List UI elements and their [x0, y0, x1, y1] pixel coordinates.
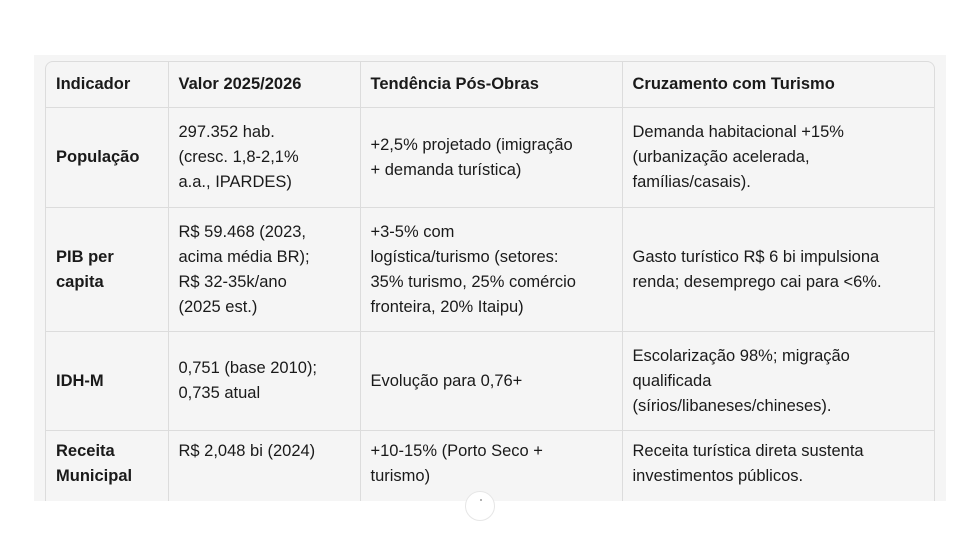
cell-tendencia: +3-5% com logística/turismo (setores: 35% turismo, 25% comércio fronteira, 20% Itaipu) [360, 208, 622, 332]
indicators-table [46, 62, 934, 501]
cell-indicador: PIB per capita [46, 208, 168, 332]
header-indicador: Indicador [46, 62, 168, 108]
scroll-down-button[interactable] [465, 491, 495, 521]
table-row [46, 208, 934, 332]
cell-turismo: Escolarização 98%; migração qualificada (sírios/libaneses/chineses). [622, 332, 934, 431]
table-row [46, 332, 934, 431]
table-viewport [34, 55, 946, 501]
cell-turismo: Gasto turístico R$ 6 bi impulsiona renda; desemprego cai para <6%. [622, 208, 934, 332]
cell-valor: 297.352 hab. (cresc. 1,8-2,1% a.a., IPARDES) [168, 108, 360, 208]
header-turismo: Cruzamento com Turismo [622, 62, 934, 108]
scroll-down-icon [480, 499, 482, 501]
table-header-row [46, 62, 934, 108]
cell-tendencia: +10-15% (Porto Seco + turismo) [360, 431, 622, 502]
table-row [46, 431, 934, 502]
cell-turismo: Demanda habitacional +15% (urbanização acelerada, famílias/casais). [622, 108, 934, 208]
table-row [46, 108, 934, 208]
cell-indicador: População [46, 108, 168, 208]
header-valor: Valor 2025/2026 [168, 62, 360, 108]
cell-valor: 0,751 (base 2010); 0,735 atual [168, 332, 360, 431]
cell-tendencia: +2,5% projetado (imigração + demanda turística) [360, 108, 622, 208]
cell-tendencia: Evolução para 0,76+ [360, 332, 622, 431]
cell-valor: R$ 59.468 (2023, acima média BR); R$ 32-35k/ano (2025 est.) [168, 208, 360, 332]
data-table-container [45, 61, 935, 501]
cell-turismo: Receita turística direta sustenta investimentos públicos. [622, 431, 934, 502]
header-tendencia: Tendência Pós-Obras [360, 62, 622, 108]
cell-indicador: Receita Municipal [46, 431, 168, 502]
cell-indicador: IDH-M [46, 332, 168, 431]
cell-valor: R$ 2,048 bi (2024) [168, 431, 360, 502]
